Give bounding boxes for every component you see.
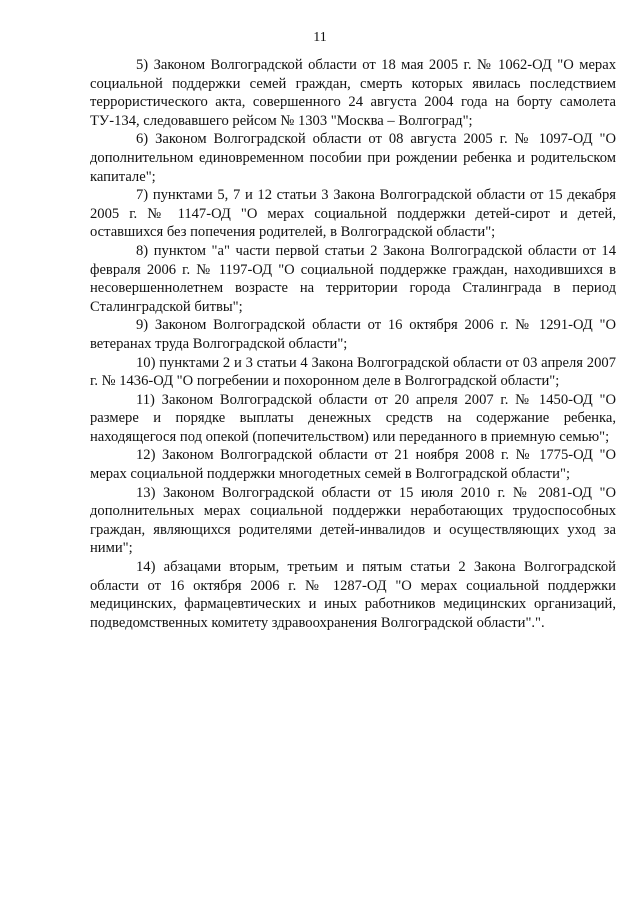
list-item-6: 6) Законом Волгоградской области от 08 августа 2005 г. № 1097-ОД "О дополнительном единовременном пособии при рождении ребенка и родительском капитале"; — [90, 131, 616, 185]
list-item-11: 11) Законом Волгоградской области от 20 апреля 2007 г. № 1450-ОД "О размере и порядке выплаты денежных средств на содержание ребенка, находящегося под опекой (попечительством) или переданного в приемную семью"; — [90, 391, 616, 445]
list-item-8: 8) пунктом "а" части первой статьи 2 Закона Волгоградской области от 14 февраля 2006 г. № 1197-ОД "О социальной поддержке граждан, находившихся в несовершеннолетнем возрасте на территории города Сталинграда в период Сталинградской битвы"; — [90, 242, 616, 315]
list-item-10: 10) пунктами 2 и 3 статьи 4 Закона Волгоградской области от 03 апреля 2007 г. № 1436-ОД "О погребении и похоронном деле в Волгоградской области"; — [90, 354, 616, 390]
list-item-7: 7) пунктами 5, 7 и 12 статьи 3 Закона Волгоградской области от 15 декабря 2005 г. № 1147-ОД "О мерах социальной поддержки детей-сирот и детей, оставшихся без попечения родителей, в Волгоградской области"; — [90, 187, 616, 241]
list-item-13: 13) Законом Волгоградской области от 15 июля 2010 г. № 2081-ОД "О дополнительных мерах социальной поддержки неработающих трудоспособных граждан, являющихся родителями детей-инвалидов и осуществляющих уход за ними"; — [90, 484, 616, 557]
list-item-14: 14) абзацами вторым, третьим и пятым статьи 2 Закона Волгоградской области от 16 октября 2006 г. № 1287-ОД "О мерах социальной поддержки медицинских, фармацевтических и иных работников медицинских организаций, подведомственных комитету здравоохранения Волгоградской области".". — [90, 559, 616, 631]
page-number: 11 — [313, 30, 327, 45]
list-item-5: 5) Законом Волгоградской области от 18 мая 2005 г. № 1062-ОД "О мерах социальной поддержки семей граждан, смерть которых явилась последствием террористического акта, совершенного 24 августа 2004 года на борту самолета ТУ-134, следовавшего рейсом № 1303 "Москва – Волгоград"; — [90, 57, 616, 129]
list-item-9: 9) Законом Волгоградской области от 16 октября 2006 г. № 1291-ОД "О ветеранах труда Волгоградской области"; — [90, 317, 616, 352]
document-body — [90, 56, 616, 632]
list-item-12: 12) Законом Волгоградской области от 21 ноября 2008 г. № 1775-ОД "О мерах социальной поддержки многодетных семей в Волгоградской области"; — [90, 447, 616, 483]
